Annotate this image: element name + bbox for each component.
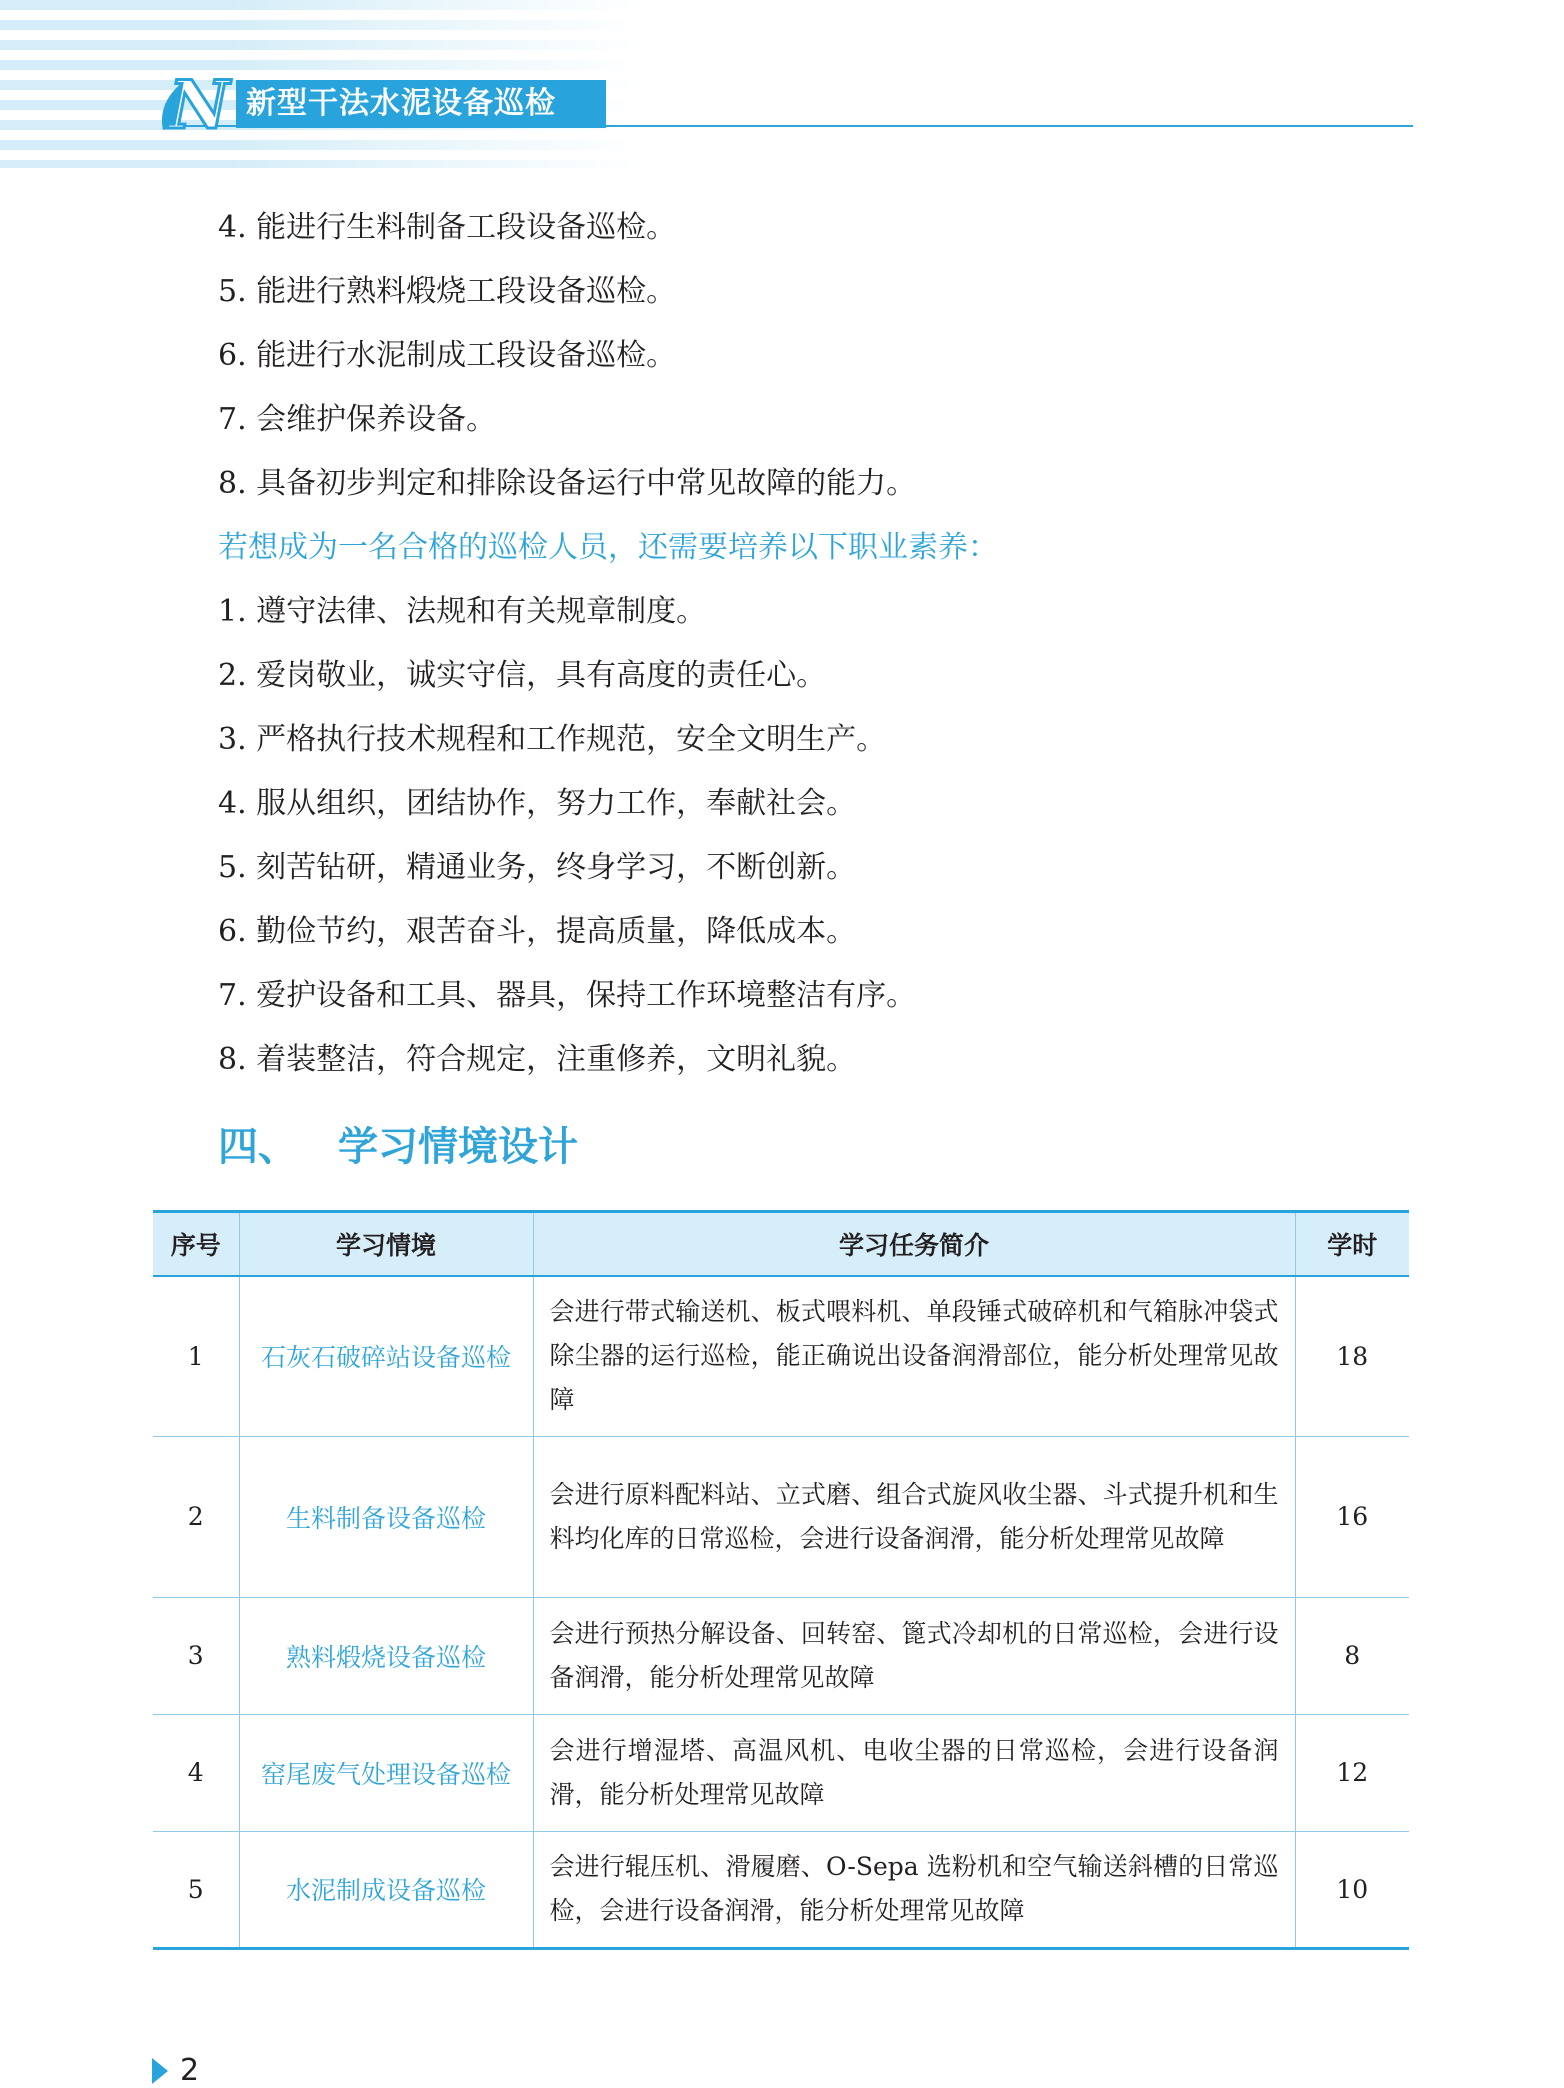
hours: 16: [1295, 1436, 1409, 1597]
ability-item: 4. 能进行生料制备工段设备巡检。: [218, 210, 677, 245]
hours: 8: [1295, 1597, 1409, 1714]
hours: 10: [1295, 1831, 1409, 1948]
table-row: [153, 1831, 1409, 1948]
task-description: 会进行辊压机、滑履磨、O-Sepa 选粉机和空气输送斜槽的日常巡检，会进行设备润滑，能分析处理常见故障: [533, 1831, 1295, 1948]
table-row: [153, 1276, 1409, 1436]
book-logo-icon: [155, 62, 245, 142]
running-header-title: 新型干法水泥设备巡检: [236, 80, 606, 128]
quality-item: 7. 爱护设备和工具、器具，保持工作环境整洁有序。: [218, 978, 917, 1013]
task-description: 会进行预热分解设备、回转窑、篦式冷却机的日常巡检，会进行设备润滑，能分析处理常见故障: [533, 1597, 1295, 1714]
situation-name: 水泥制成设备巡检: [239, 1831, 533, 1948]
learning-situations-table: [153, 1210, 1409, 1950]
situation-name: 生料制备设备巡检: [239, 1436, 533, 1597]
table-row: [153, 1597, 1409, 1714]
quality-item: 1. 遵守法律、法规和有关规章制度。: [218, 594, 707, 629]
quality-item: 8. 着装整洁，符合规定，注重修养，文明礼貌。: [218, 1042, 857, 1077]
row-number: 3: [153, 1597, 239, 1714]
ability-item: 6. 能进行水泥制成工段设备巡检。: [218, 338, 677, 373]
column-header: 序号: [153, 1212, 239, 1277]
table-header-row: [153, 1212, 1409, 1277]
hours: 18: [1295, 1276, 1409, 1436]
quality-item: 6. 勤俭节约，艰苦奋斗，提高质量，降低成本。: [218, 914, 857, 949]
table-row: [153, 1436, 1409, 1597]
situation-name: 窑尾废气处理设备巡检: [239, 1714, 533, 1831]
situation-name: 石灰石破碎站设备巡检: [239, 1276, 533, 1436]
quality-item: 2. 爱岗敬业，诚实守信，具有高度的责任心。: [218, 658, 827, 693]
qualities-intro: 若想成为一名合格的巡检人员，还需要培养以下职业素养：: [218, 530, 998, 565]
logo-letter: N: [169, 66, 230, 142]
column-header: 学习任务简介: [533, 1212, 1295, 1277]
page-number: 2: [180, 2053, 200, 2088]
body-text: [218, 196, 1418, 1092]
row-number: 5: [153, 1831, 239, 1948]
row-number: 2: [153, 1436, 239, 1597]
page-marker-icon: [152, 2058, 168, 2084]
row-number: 4: [153, 1714, 239, 1831]
quality-item: 4. 服从组织，团结协作，努力工作，奉献社会。: [218, 786, 857, 821]
task-description: 会进行增湿塔、高温风机、电收尘器的日常巡检，会进行设备润滑，能分析处理常见故障: [533, 1714, 1295, 1831]
hours: 12: [1295, 1714, 1409, 1831]
ability-item: 5. 能进行熟料煅烧工段设备巡检。: [218, 274, 677, 309]
section-number: 四、: [218, 1124, 298, 1170]
column-header: 学时: [1295, 1212, 1409, 1277]
ability-item: 7. 会维护保养设备。: [218, 402, 497, 437]
section-heading: [218, 1115, 578, 1172]
column-header: 学习情境: [239, 1212, 533, 1277]
quality-item: 3. 严格执行技术规程和工作规范，安全文明生产。: [218, 722, 887, 757]
task-description: 会进行带式输送机、板式喂料机、单段锤式破碎机和气箱脉冲袋式除尘器的运行巡检，能正确说出设备润滑部位，能分析处理常见故障: [533, 1276, 1295, 1436]
task-description: 会进行原料配料站、立式磨、组合式旋风收尘器、斗式提升机和生料均化库的日常巡检，会进行设备润滑，能分析处理常见故障: [533, 1436, 1295, 1597]
quality-item: 5. 刻苦钻研，精通业务，终身学习，不断创新。: [218, 850, 857, 885]
table-row: [153, 1714, 1409, 1831]
row-number: 1: [153, 1276, 239, 1436]
situation-name: 熟料煅烧设备巡检: [239, 1597, 533, 1714]
ability-item: 8. 具备初步判定和排除设备运行中常见故障的能力。: [218, 466, 917, 501]
section-title: 学习情境设计: [338, 1124, 578, 1170]
